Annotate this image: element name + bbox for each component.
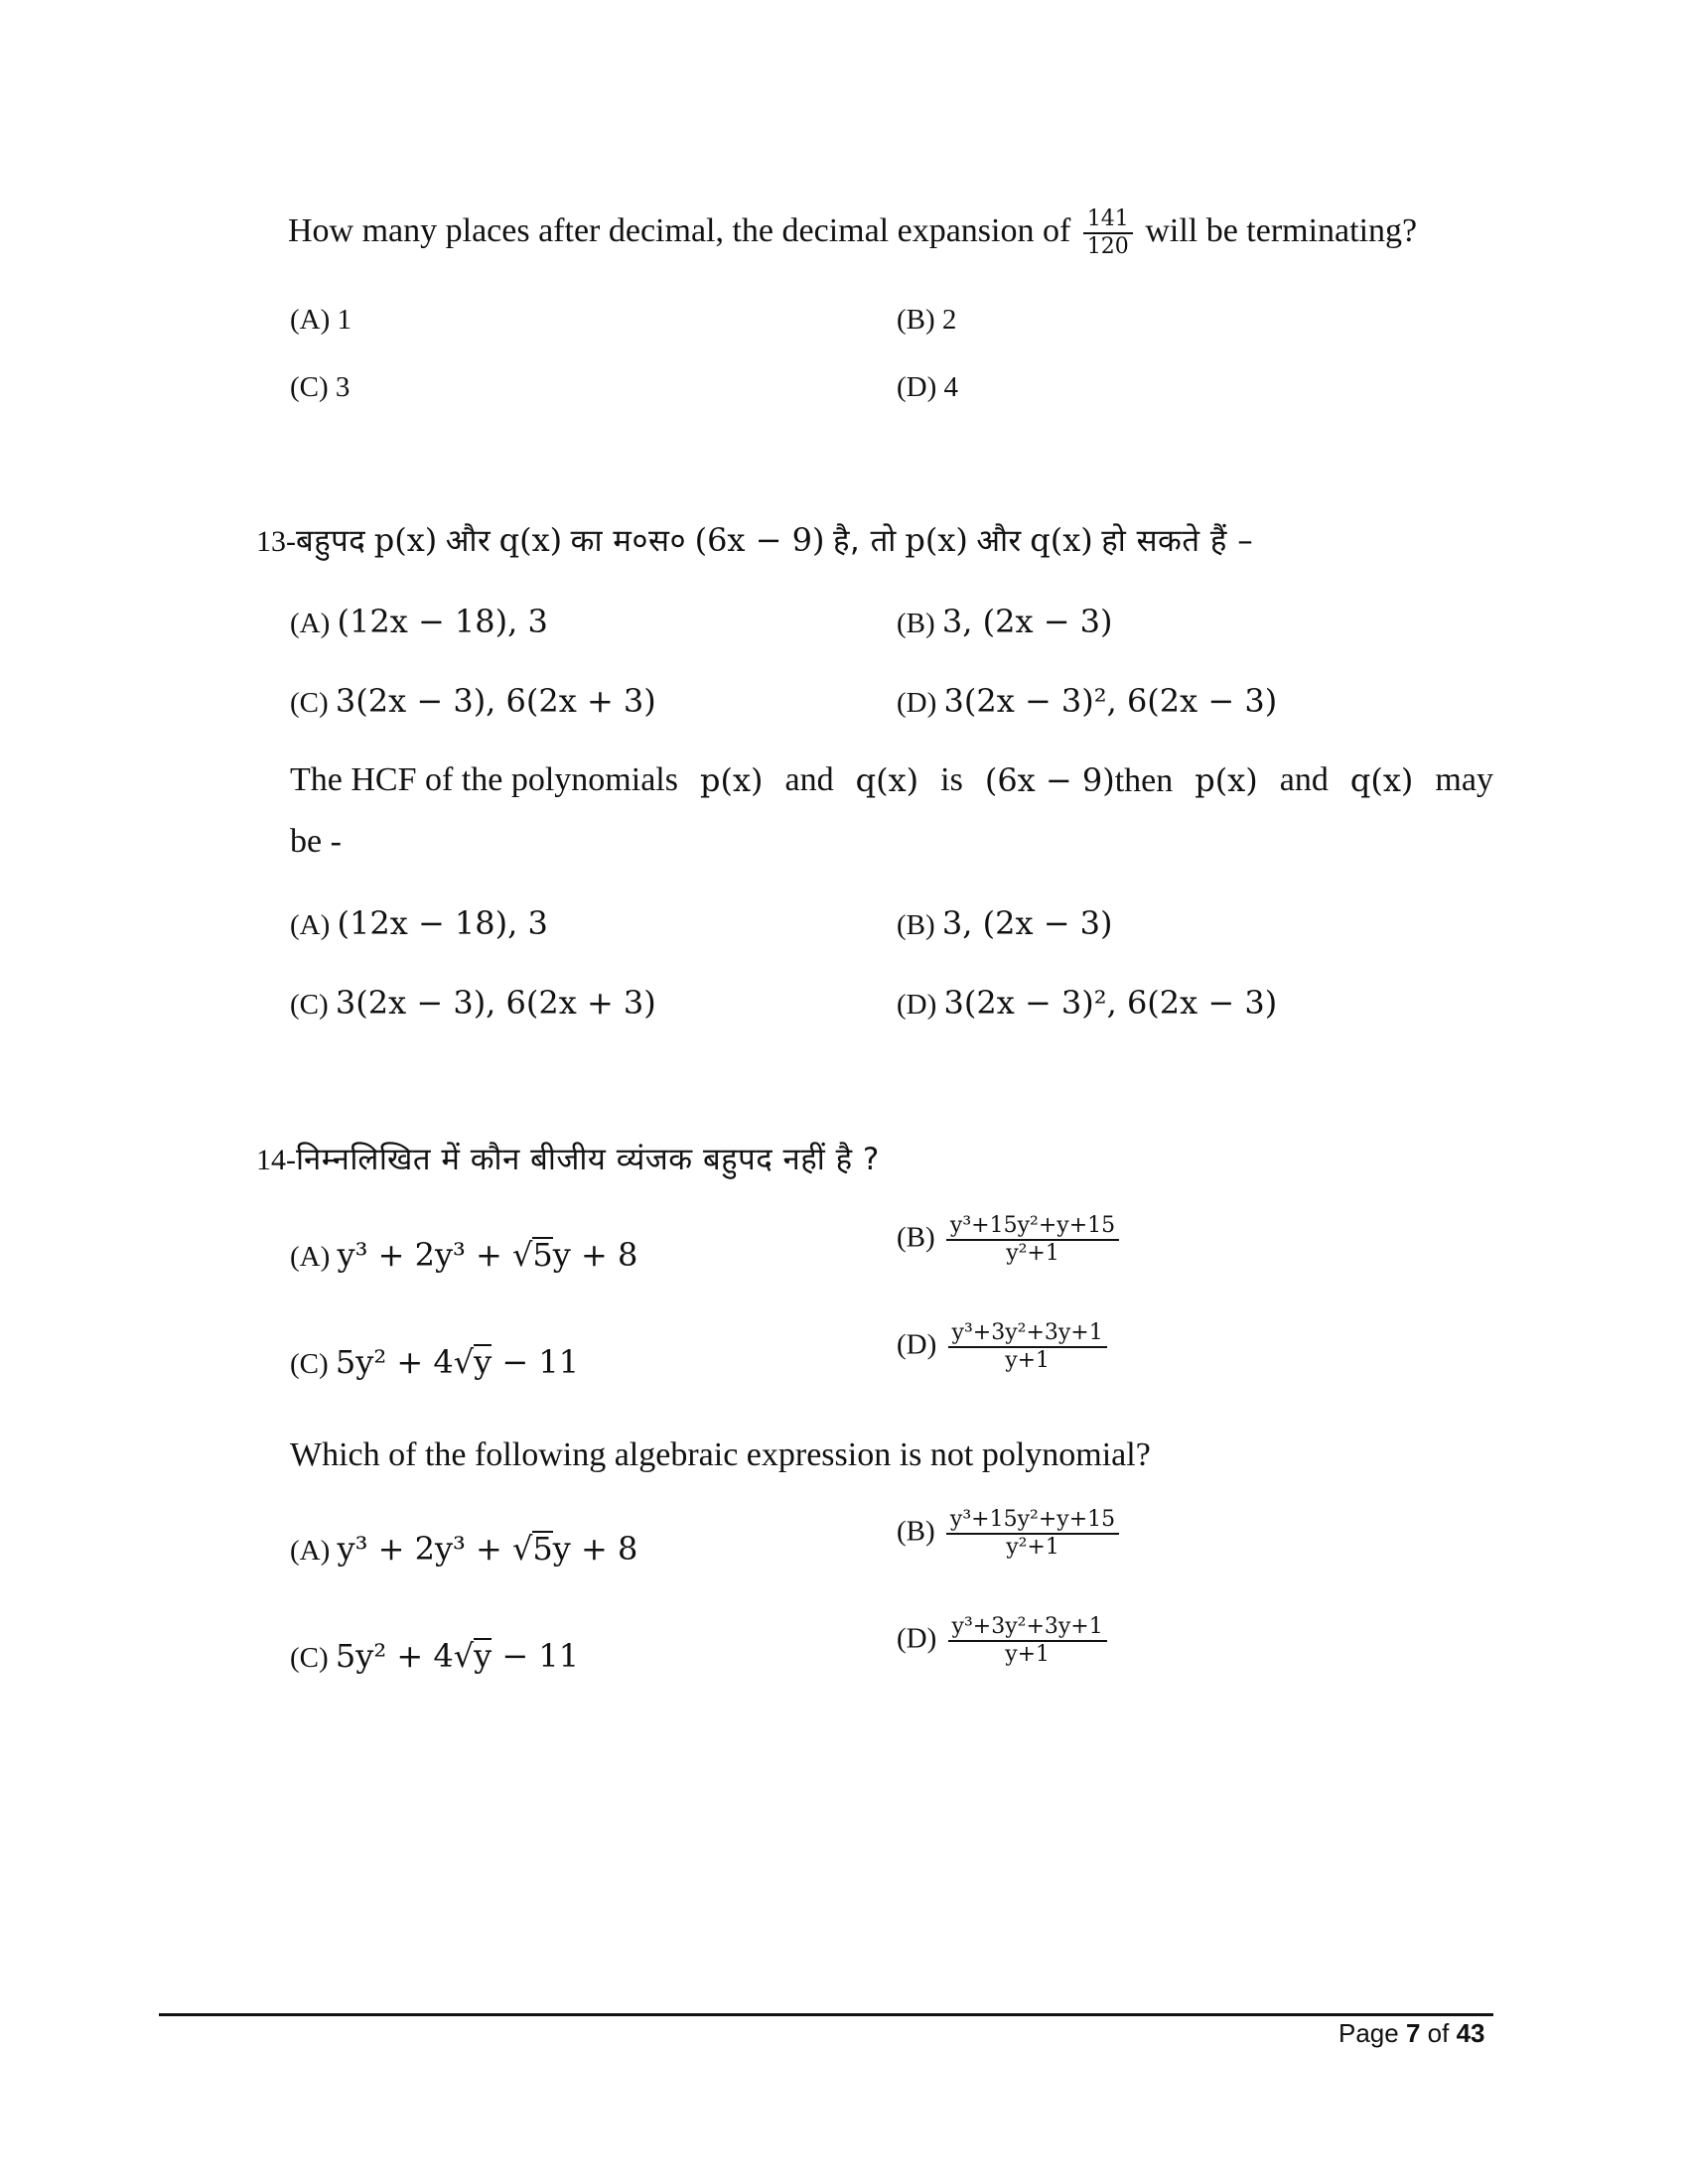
q13-hi-option-b (897, 600, 1113, 645)
sqrt-sign: √ (453, 1343, 475, 1381)
q13-px: p(x) (699, 761, 764, 799)
footer-divider (159, 2013, 1493, 2016)
option-label: (C) (290, 687, 329, 719)
q12-fraction-numerator: 141 (1086, 206, 1129, 231)
fraction-denominator: y+1 (1005, 1348, 1051, 1373)
q13-en-option-b (897, 901, 1113, 947)
option-label: (D) (897, 989, 937, 1021)
sqrt-sign: √ (512, 1530, 533, 1568)
sqrt-sign: √ (512, 1236, 533, 1274)
option-label: (B) (897, 1515, 935, 1548)
q13-hi-option-a (290, 600, 548, 645)
q14-number: 14- (256, 1144, 296, 1176)
q12-fraction-denominator: 120 (1086, 234, 1129, 259)
option-value: 3(2x − 3)², 6(2x − 3) (943, 682, 1278, 720)
option-label: (C) (290, 371, 329, 403)
option-label: (D) (897, 687, 937, 719)
option-value: 3, (2x − 3) (941, 904, 1113, 942)
option-label: (D) (897, 1328, 937, 1361)
q13-en-and: and (784, 761, 834, 798)
q12-fraction (1083, 206, 1133, 260)
q13-en-may: may (1435, 761, 1493, 798)
q14-hindi-question (256, 1138, 880, 1182)
q12-option-c (290, 365, 350, 409)
q13-hi-option-d (897, 679, 1277, 725)
sqrt-sign: √ (453, 1637, 475, 1675)
q13-qx: q(x) (1349, 761, 1414, 799)
q13-en-option-c (290, 981, 656, 1026)
q13-hindi-then: है, तो (832, 523, 897, 559)
option-value: 3(2x − 3)², 6(2x − 3) (943, 984, 1278, 1022)
fraction-denominator: y²+1 (1006, 1535, 1059, 1560)
option-c-expr-end: − 11 (492, 1343, 580, 1381)
fraction-denominator: y+1 (1005, 1642, 1051, 1667)
option-c-radicand: y (474, 1343, 492, 1381)
q14-hindi-text: निम्नलिखित में कौन बीजीय व्यंजक बहुपद नहीं है ? (296, 1142, 880, 1177)
option-a-radicand: 5 (532, 1530, 553, 1568)
q13-px: p(x) (1195, 761, 1258, 799)
total-pages: 43 (1456, 2018, 1485, 2048)
q13-hindi-word: बहुपद (296, 523, 366, 559)
option-value: 1 (337, 304, 352, 336)
option-a-expr-start: y³ + 2y³ + (337, 1236, 512, 1274)
option-value: (12x − 18), 3 (337, 603, 548, 640)
q13-en-text: The HCF of the polynomials (290, 761, 678, 798)
q13-en-option-d (897, 981, 1277, 1026)
q14-hi-option-c (290, 1340, 579, 1386)
q14-en-option-d (897, 1614, 1111, 1668)
q12-text-prefix: How many places after decimal, the decimal expansion of (288, 211, 1071, 249)
q13-en-is: is (940, 761, 963, 798)
q12-text-suffix: will be terminating? (1145, 211, 1418, 249)
page-number (1338, 2013, 1497, 2053)
q13-hcf-expr: (6x − 9) (694, 521, 825, 559)
option-a-expr-start: y³ + 2y³ + (337, 1530, 512, 1568)
option-value: 2 (941, 304, 957, 336)
q12-question (288, 206, 1417, 260)
option-label: (B) (897, 909, 935, 941)
option-value: 3(2x − 3), 6(2x + 3) (335, 984, 656, 1022)
fraction-numerator: y³+15y²+y+15 (949, 1213, 1116, 1238)
q14-en-option-b (897, 1507, 1123, 1561)
fraction-denominator: y²+1 (1006, 1241, 1059, 1266)
option-a-radicand: 5 (532, 1236, 553, 1274)
option-label: (B) (897, 304, 935, 336)
q14-en-option-c (290, 1634, 579, 1680)
q13-en-then: then (1114, 762, 1174, 799)
q13-hindi-and: और (976, 523, 1022, 559)
option-value: 3(2x − 3), 6(2x + 3) (335, 682, 656, 720)
q14-hi-option-b (897, 1213, 1123, 1267)
option-label: (D) (897, 1622, 937, 1655)
q13-hindi-hcf: का म०स० (570, 523, 687, 559)
q13-hindi-end: हो सकते हैं – (1101, 523, 1254, 559)
option-label: (A) (290, 1535, 331, 1567)
q13-hindi-and: और (445, 523, 492, 559)
q14-hi-option-d (897, 1320, 1111, 1374)
q13-number: 13- (256, 525, 296, 558)
option-label: (A) (290, 1241, 331, 1273)
option-label: (A) (290, 304, 331, 336)
q13-qx: q(x) (1030, 521, 1093, 559)
fraction-numerator: y³+3y²+3y+1 (951, 1614, 1103, 1639)
option-label: (C) (290, 1642, 329, 1674)
option-value: 3 (335, 371, 351, 403)
q13-en-and: and (1279, 761, 1329, 798)
option-value: (12x − 18), 3 (337, 904, 548, 942)
q13-english-line2: be - (290, 823, 342, 860)
q13-px: p(x) (905, 521, 968, 559)
option-value: 3, (2x − 3) (941, 603, 1113, 640)
option-d-fraction (948, 1614, 1107, 1668)
q13-english-question (290, 758, 1493, 803)
q14-en-option-a (290, 1527, 637, 1572)
option-label: (B) (897, 1221, 935, 1254)
q13-en-option-a (290, 901, 548, 947)
option-b-fraction (946, 1507, 1119, 1561)
q13-qx: q(x) (498, 521, 563, 559)
fraction-numerator: y³+15y²+y+15 (949, 1507, 1116, 1532)
option-c-expr-start: 5y² + 4 (335, 1343, 454, 1381)
option-value: 4 (943, 371, 959, 403)
q12-option-d (897, 365, 958, 409)
option-c-expr-end: − 11 (492, 1637, 580, 1675)
page-word: Page (1338, 2018, 1399, 2048)
option-b-fraction (946, 1213, 1119, 1267)
option-c-expr-start: 5y² + 4 (335, 1637, 454, 1675)
q13-qx: q(x) (855, 761, 919, 799)
q13-hi-option-c (290, 679, 656, 725)
option-label: (D) (897, 371, 937, 403)
q12-option-b (897, 298, 956, 341)
q14-english-question: Which of the following algebraic expression is not polynomial? (290, 1436, 1151, 1473)
option-label: (B) (897, 608, 935, 639)
fraction-numerator: y³+3y²+3y+1 (951, 1320, 1103, 1345)
q13-hindi-question (256, 518, 1253, 564)
of-word: of (1427, 2018, 1450, 2048)
current-page: 7 (1405, 2018, 1421, 2048)
q13-px: p(x) (373, 521, 438, 559)
option-d-fraction (948, 1320, 1107, 1374)
option-label: (C) (290, 1348, 329, 1380)
q12-option-a (290, 298, 352, 341)
option-label: (C) (290, 989, 329, 1021)
q14-hi-option-a (290, 1233, 637, 1279)
option-c-radicand: y (474, 1637, 492, 1675)
q13-hcf-expr: (6x − 9) (984, 761, 1115, 799)
option-label: (A) (290, 909, 331, 941)
option-label: (A) (290, 608, 331, 639)
option-a-expr-end: y + 8 (552, 1530, 638, 1568)
option-a-expr-end: y + 8 (552, 1236, 638, 1274)
